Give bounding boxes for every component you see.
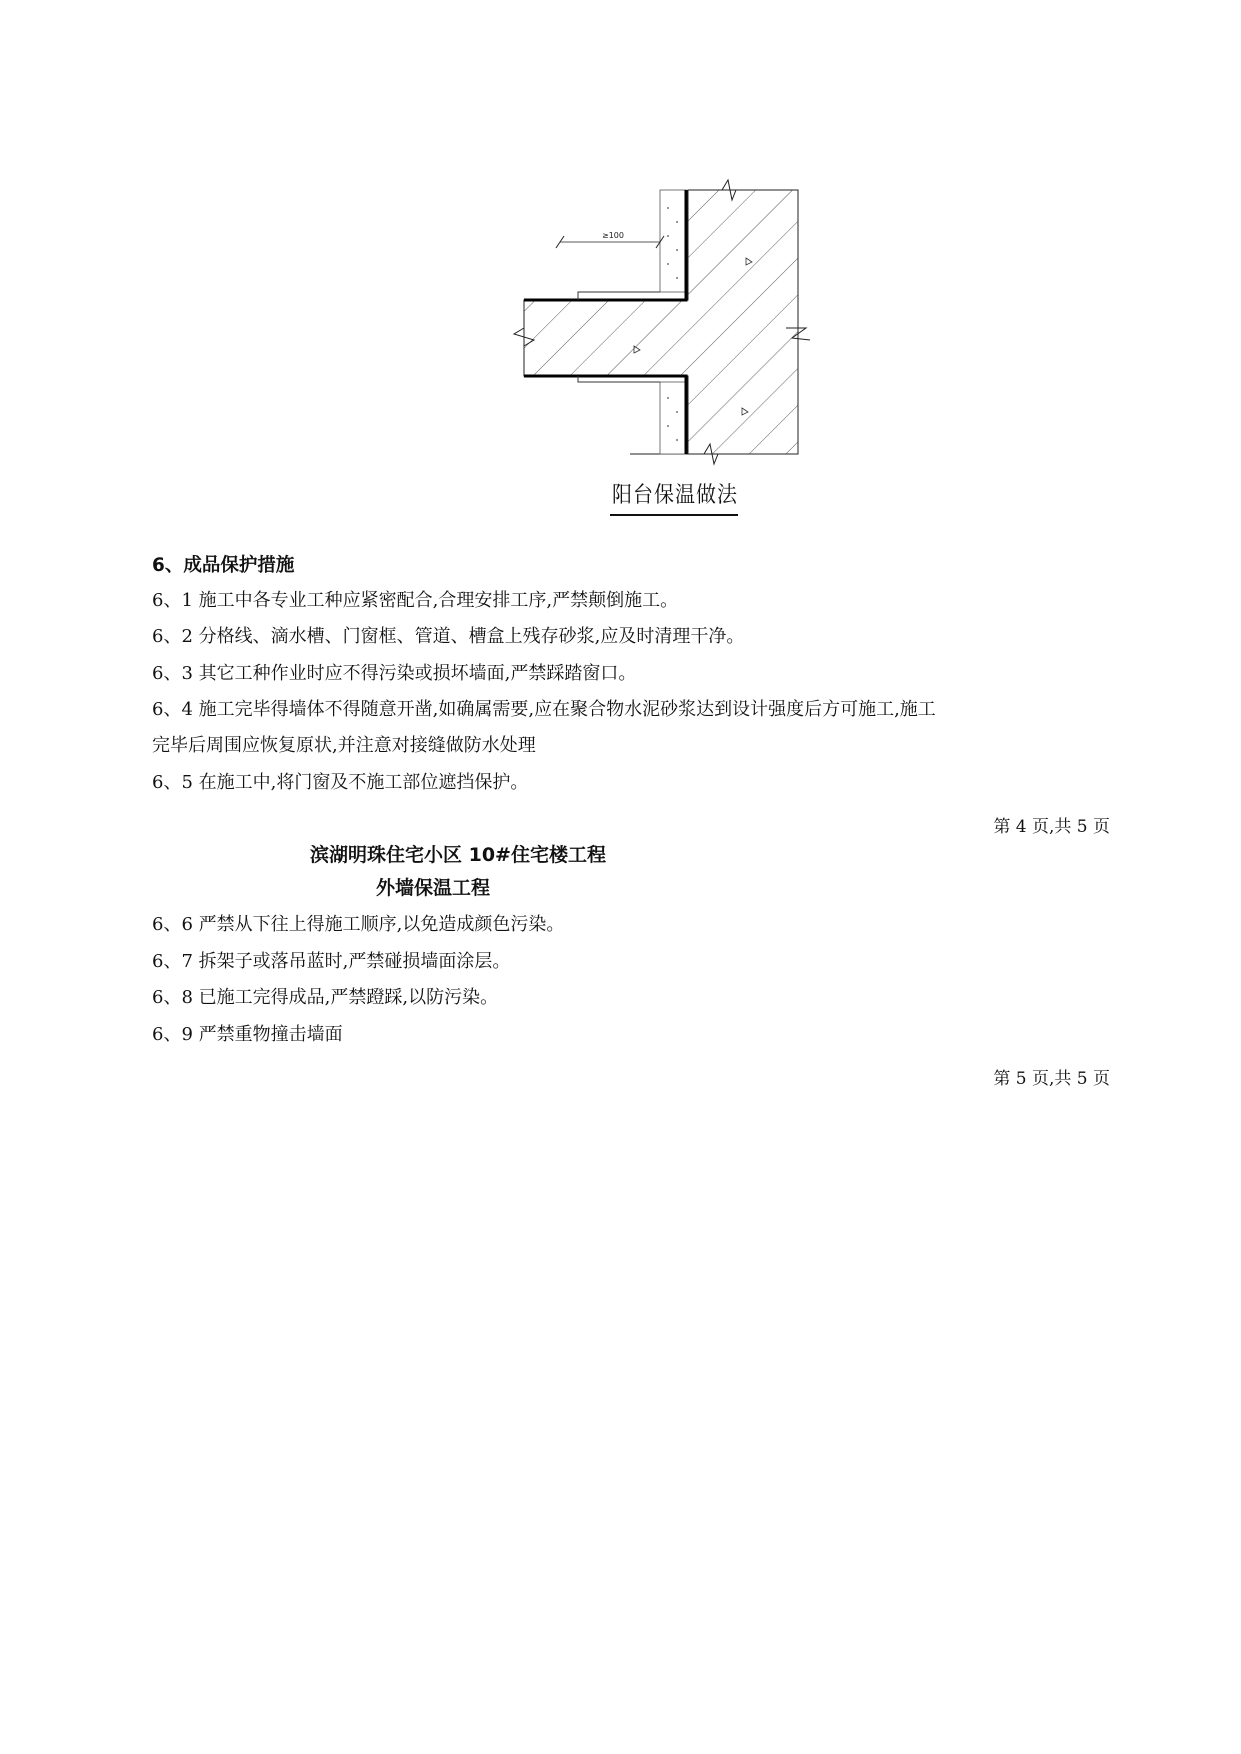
figure-caption: 阳台保温做法 <box>612 480 738 508</box>
dimension-label: ≥100 <box>602 231 624 240</box>
list-item: 6、6 严禁从下往上得施工顺序,以免造成颜色污染。 <box>152 914 565 935</box>
list-item: 6、8 已施工完得成品,严禁蹬踩,以防污染。 <box>152 987 499 1008</box>
list-item: 6、5 在施工中,将门窗及不施工部位遮挡保护。 <box>152 772 529 793</box>
list-item-continuation: 完毕后周围应恢复原状,并注意对接缝做防水处理 <box>152 735 536 756</box>
list-item: 6、2 分格线、滴水槽、门窗框、管道、槽盒上残存砂浆,应及时清理干净。 <box>152 626 745 647</box>
balcony-insulation-drawing <box>510 178 830 523</box>
document-title: 滨湖明珠住宅小区 10#住宅楼工程 <box>310 844 606 866</box>
list-item: 6、4 施工完毕得墙体不得随意开凿,如确属需要,应在聚合物水泥砂浆达到设计强度后方可施工,施工 <box>152 699 936 720</box>
insulation-board-upper <box>660 190 686 292</box>
caption-underline <box>610 514 738 516</box>
insulation-board-lower <box>660 382 686 454</box>
list-item: 6、7 拆架子或落吊蓝时,严禁碰损墙面涂层。 <box>152 951 511 972</box>
list-item: 6、3 其它工种作业时应不得污染或损坏墙面,严禁踩踏窗口。 <box>152 663 637 684</box>
detail-drawing-svg <box>510 178 830 523</box>
section-heading: 6、成品保护措施 <box>152 555 295 576</box>
list-item: 6、9 严禁重物撞击墙面 <box>152 1024 343 1045</box>
page-footer: 第 4 页,共 5 页 <box>993 817 1110 837</box>
list-item: 6、1 施工中各专业工种应紧密配合,合理安排工序,严禁颠倒施工。 <box>152 590 679 611</box>
document-subtitle: 外墙保温工程 <box>376 877 491 899</box>
page-footer: 第 5 页,共 5 页 <box>993 1069 1110 1089</box>
